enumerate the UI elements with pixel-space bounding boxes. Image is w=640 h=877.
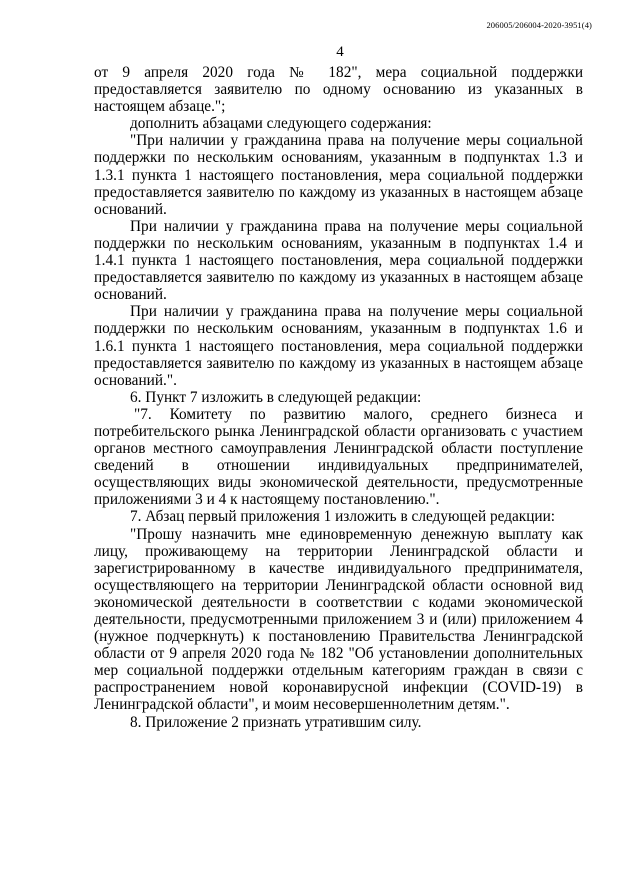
paragraph-item-8: 8. Приложение 2 признать утратившим силу. <box>130 713 422 731</box>
paragraph-point-7: "7. Комитету по развитию малого, среднего бизнеса и потребительского рынка Ленинградской области организовать с участием органов местного самоуправления Ленинградской области поступление сведений в отношении индивидуальных предпринимателей, осуществляющих виды экономической деятельности, предусмотренные приложениями 3 и 4 к настоящему постановлению.". <box>94 405 583 509</box>
paragraph-quote-1-3: "При наличии у гражданина права на получение меры социальной поддержки по нескольким основаниям, указанным в подпунктах 1.3 и 1.3.1 пункта 1 настоящего постановления, мера социальной поддержки предоставляется заявителю по каждому из указанных в настоящем абзаце оснований. <box>94 132 583 218</box>
paragraph-appendix-1: "Прошу назначить мне единовременную денежную выплату как лицу, проживающему на территории Ленинградской области и зарегистрированному в качестве индивидуального предпринимателя, осуществляющего на территории Ленинградской области основной вид экономической деятельности в соответствии с кодами экономической деятельности, предусмотренными приложением 3 и (или) приложением 4 (нужное подчеркнуть) к постановлению Правительства Ленинградской области от 9 апреля 2020 года № 182 "Об установлении дополнительных мер социальной поддержки отдельным категориям граждан в связи с распространением новой коронавирусной инфекции (COVID-19) в Ленинградской области", и моим несовершеннолетним детям.". <box>94 525 583 714</box>
paragraph-continuation: от 9 апреля 2020 года № 182", мера социальной поддержки предоставляется заявителю по одному основанию из указанных в настоящем абзаце."; <box>94 64 583 116</box>
paragraph-item-7: 7. Абзац первый приложения 1 изложить в следующей редакции: <box>130 508 556 526</box>
paragraph-item-6: 6. Пункт 7 изложить в следующей редакции: <box>130 388 422 406</box>
page-number: 4 <box>336 44 344 60</box>
document-id: 206005/206004-2020-3951(4) <box>486 20 592 30</box>
paragraph-quote-1-4: При наличии у гражданина права на получение меры социальной поддержки по нескольким основаниям, указанным в подпунктах 1.4 и 1.4.1 пункта 1 настоящего постановления, мера социальной поддержки предоставляется заявителю по каждому из указанных в настоящем абзаце оснований. <box>94 217 583 304</box>
document-body <box>94 64 583 731</box>
paragraph-add-intro: дополнить абзацами следующего содержания: <box>130 115 432 133</box>
paragraph-quote-1-6: При наличии у гражданина права на получение меры социальной поддержки по нескольким основаниям, указанным в подпунктах 1.6 и 1.6.1 пункта 1 настоящего постановления, мера социальной поддержки предоставляется заявителю по каждому из указанных в настоящем абзаце оснований.". <box>94 303 583 389</box>
